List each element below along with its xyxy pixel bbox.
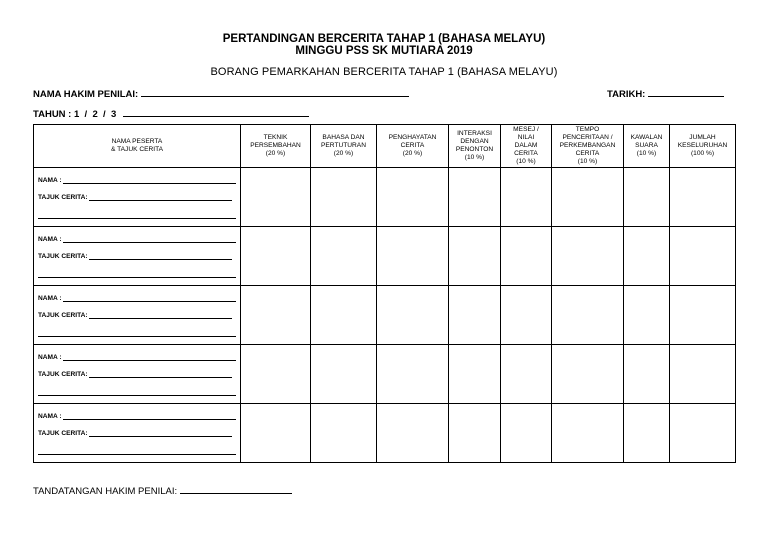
- participant-row: [34, 404, 736, 463]
- score-cell[interactable]: [377, 345, 449, 404]
- participant-name-blank[interactable]: [63, 176, 236, 184]
- score-cell[interactable]: [449, 227, 501, 286]
- participant-name-blank[interactable]: [63, 235, 236, 243]
- score-cell[interactable]: [241, 345, 311, 404]
- score-cell[interactable]: [241, 286, 311, 345]
- signature-label: TANDATANGAN HAKIM PENILAI:: [33, 486, 178, 497]
- participant-name-blank[interactable]: [63, 294, 236, 302]
- column-header: BAHASA DAN PERTUTURAN (20 %): [311, 125, 377, 168]
- score-cell[interactable]: [670, 345, 736, 404]
- participant-row: [34, 168, 736, 227]
- date-blank[interactable]: [648, 87, 724, 97]
- score-cell[interactable]: [449, 345, 501, 404]
- judge-name-blank[interactable]: [141, 87, 409, 97]
- score-cell[interactable]: [311, 227, 377, 286]
- score-cell[interactable]: [377, 286, 449, 345]
- scoring-table: [33, 124, 736, 463]
- score-cell[interactable]: [624, 404, 670, 463]
- score-cell[interactable]: [501, 227, 552, 286]
- participant-row: [34, 286, 736, 345]
- participant-name-label: NAMA :: [38, 236, 62, 243]
- signature-field: [33, 484, 292, 497]
- year-blank[interactable]: [123, 107, 309, 117]
- score-cell[interactable]: [449, 168, 501, 227]
- column-header: KAWALAN SUARA (10 %): [624, 125, 670, 168]
- date-field: [607, 87, 724, 100]
- story-title-blank[interactable]: [89, 193, 232, 201]
- column-header: TEMPO PENCERITAAN / PERKEMBANGAN CERITA (10 %): [552, 125, 624, 168]
- participant-cell[interactable]: [34, 404, 241, 463]
- year-field: [33, 107, 309, 120]
- score-cell[interactable]: [311, 345, 377, 404]
- form-title: PERTANDINGAN BERCERITA TAHAP 1 (BAHASA MELAYU): [222, 33, 546, 45]
- column-header: MESEJ / NILAI DALAM CERITA (10 %): [501, 125, 552, 168]
- participant-name-label: NAMA :: [38, 177, 62, 184]
- judge-name-label: NAMA HAKIM PENILAI:: [33, 89, 139, 100]
- score-cell[interactable]: [670, 286, 736, 345]
- score-cell[interactable]: [624, 168, 670, 227]
- score-cell[interactable]: [377, 404, 449, 463]
- score-cell[interactable]: [241, 168, 311, 227]
- story-title-label: TAJUK CERITA:: [38, 194, 88, 201]
- score-cell[interactable]: [449, 404, 501, 463]
- table-header-row: [34, 125, 736, 168]
- score-cell[interactable]: [624, 286, 670, 345]
- score-cell[interactable]: [377, 227, 449, 286]
- story-title-label: TAJUK CERITA:: [38, 253, 88, 260]
- score-cell[interactable]: [552, 286, 624, 345]
- score-cell[interactable]: [501, 345, 552, 404]
- story-title-label: TAJUK CERITA:: [38, 312, 88, 319]
- story-title-blank[interactable]: [89, 252, 232, 260]
- score-cell[interactable]: [311, 404, 377, 463]
- score-cell[interactable]: [501, 404, 552, 463]
- story-title-extra-blank[interactable]: [38, 268, 236, 278]
- participant-name-blank[interactable]: [63, 412, 236, 420]
- score-cell[interactable]: [311, 286, 377, 345]
- column-header: INTERAKSI DENGAN PENONTON (10 %): [449, 125, 501, 168]
- participant-name-label: NAMA :: [38, 413, 62, 420]
- form-subtitle: BORANG PEMARKAHAN BERCERITA TAHAP 1 (BAHASA MELAYU): [210, 66, 558, 78]
- participant-cell[interactable]: [34, 168, 241, 227]
- participant-row: [34, 345, 736, 404]
- column-header: PENGHAYATAN CERITA (20 %): [377, 125, 449, 168]
- year-label: TAHUN : 1 / 2 / 3: [33, 109, 117, 120]
- story-title-blank[interactable]: [89, 370, 232, 378]
- score-cell[interactable]: [670, 404, 736, 463]
- score-cell[interactable]: [670, 168, 736, 227]
- judge-name-field: [33, 87, 409, 100]
- participant-name-label: NAMA :: [38, 354, 62, 361]
- score-cell[interactable]: [670, 227, 736, 286]
- signature-blank[interactable]: [180, 484, 292, 494]
- score-cell[interactable]: [377, 168, 449, 227]
- story-title-label: TAJUK CERITA:: [38, 430, 88, 437]
- story-title-blank[interactable]: [89, 311, 232, 319]
- story-title-extra-blank[interactable]: [38, 209, 236, 219]
- score-cell[interactable]: [311, 168, 377, 227]
- participant-name-blank[interactable]: [63, 353, 236, 361]
- participant-cell[interactable]: [34, 227, 241, 286]
- form-event: MINGGU PSS SK MUTIARA 2019: [295, 45, 473, 57]
- column-header: NAMA PESERTA & TAJUK CERITA: [34, 125, 241, 168]
- score-cell[interactable]: [552, 404, 624, 463]
- score-cell[interactable]: [241, 404, 311, 463]
- score-cell[interactable]: [449, 286, 501, 345]
- date-label: TARIKH:: [607, 89, 646, 100]
- story-title-blank[interactable]: [89, 429, 232, 437]
- participant-cell[interactable]: [34, 286, 241, 345]
- score-cell[interactable]: [501, 286, 552, 345]
- score-cell[interactable]: [624, 227, 670, 286]
- score-cell[interactable]: [501, 168, 552, 227]
- story-title-extra-blank[interactable]: [38, 386, 236, 396]
- participant-name-label: NAMA :: [38, 295, 62, 302]
- column-header: TEKNIK PERSEMBAHAN (20 %): [241, 125, 311, 168]
- story-title-extra-blank[interactable]: [38, 445, 236, 455]
- score-cell[interactable]: [241, 227, 311, 286]
- participant-row: [34, 227, 736, 286]
- score-cell[interactable]: [552, 168, 624, 227]
- score-cell[interactable]: [552, 345, 624, 404]
- score-cell[interactable]: [552, 227, 624, 286]
- story-title-extra-blank[interactable]: [38, 327, 236, 337]
- column-header: JUMLAH KESELURUHAN (100 %): [670, 125, 736, 168]
- score-cell[interactable]: [624, 345, 670, 404]
- participant-cell[interactable]: [34, 345, 241, 404]
- story-title-label: TAJUK CERITA:: [38, 371, 88, 378]
